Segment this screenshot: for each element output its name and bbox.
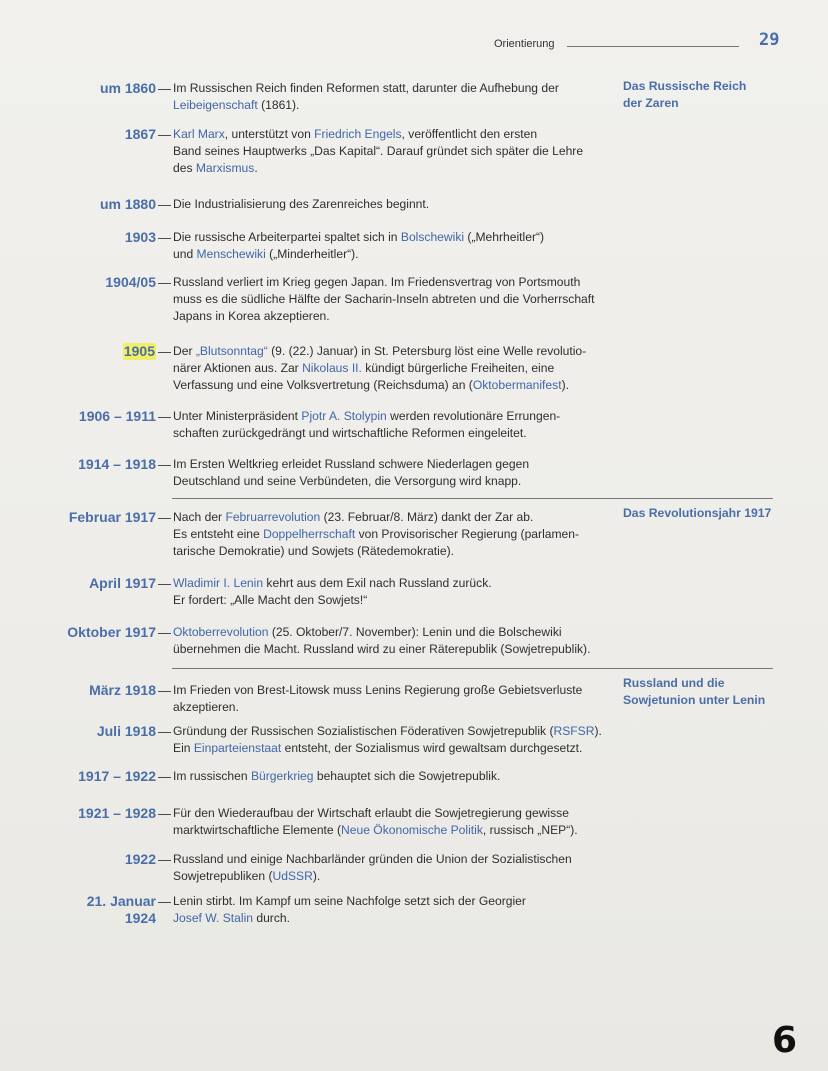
text-segment: Die russische Arbeiterpartei spaltet sich in	[173, 230, 401, 244]
entry-year-text: 1904/05	[105, 274, 156, 290]
entry-text	[173, 851, 618, 885]
entry-text-line	[173, 893, 618, 910]
text-segment: (23. Februar/8. März) dankt der Zar ab.	[320, 510, 534, 524]
entry-text-line	[173, 868, 618, 885]
entry-text	[173, 80, 618, 114]
entry-dash: —	[158, 724, 171, 739]
text-segment: Im Ersten Weltkrieg erleidet Russland schwere Niederlagen gegen	[173, 457, 530, 471]
entry-dash: —	[158, 510, 171, 525]
highlighted-term: Oktoberrevolution	[173, 625, 269, 639]
entry-text	[173, 723, 618, 757]
text-segment: Ein	[173, 741, 194, 755]
sidebar-line: Das Russische Reich	[623, 79, 747, 93]
text-segment: ).	[561, 378, 569, 392]
entry-year-text: 1905	[123, 343, 155, 359]
text-segment: Russland und einige Nachbarländer gründen die Union der Sozialistischen	[173, 852, 572, 866]
highlighted-term: Februarrevolution	[225, 510, 321, 524]
highlighted-term: Neue Ökonomische Politik	[341, 823, 483, 837]
text-segment: Japans in Korea akzeptieren.	[173, 309, 330, 323]
entry-text-line	[173, 360, 618, 377]
entry-year	[69, 509, 156, 526]
entry-text-line	[173, 641, 618, 658]
text-segment: Band seines Hauptwerks „Das Kapital“. Darauf gründet sich später die Lehre	[173, 144, 584, 158]
entry-text-line	[173, 377, 618, 394]
sidebar-line: Sowjetunion unter Lenin	[623, 693, 766, 707]
text-segment: („Mehrheitler“)	[464, 230, 545, 244]
page-header	[0, 30, 828, 56]
highlighted-term: Doppelherrschaft	[263, 527, 356, 541]
entry-text-line	[173, 97, 618, 114]
entry-text-line	[173, 473, 618, 490]
entry-text-line	[173, 425, 618, 442]
entry-dash: —	[158, 81, 171, 96]
text-segment: Sowjetrepubliken (	[173, 869, 273, 883]
entry-text	[173, 274, 618, 325]
entry-text	[173, 805, 618, 839]
text-segment: Lenin stirbt. Im Kampf um seine Nachfolge setzt sich der Georgier	[173, 894, 526, 908]
entry-dash: —	[158, 769, 171, 784]
text-segment: Gründung der Russischen Sozialistischen Föderativen Sowjetrepublik (	[173, 724, 554, 738]
entry-text-line	[173, 768, 618, 785]
entry-text	[173, 343, 618, 394]
entry-text	[173, 229, 618, 263]
entry-text-line	[173, 160, 618, 177]
entry-year	[78, 456, 156, 473]
entry-year-text: April 1917	[89, 575, 156, 591]
entry-text-line	[173, 196, 618, 213]
entry-year	[89, 575, 156, 592]
entry-text-line	[173, 456, 618, 473]
text-segment: (25. Oktober/7. November): Lenin und die Bolschewiki	[268, 625, 562, 639]
text-segment: Im russischen	[173, 769, 251, 783]
entry-text-line	[173, 851, 618, 868]
entry-year	[105, 274, 156, 291]
entry-year	[125, 229, 156, 246]
highlighted-term: Einparteienstaat	[193, 741, 282, 755]
entry-dash: —	[158, 625, 171, 640]
entry-text-line	[173, 910, 618, 927]
sidebar-line: Das Revolutionsjahr 1917	[623, 506, 772, 520]
sidebar-line: der Zaren	[623, 96, 679, 110]
highlighted-term: RSFSR	[553, 724, 595, 738]
text-segment: Im Frieden von Brest-Litowsk muss Lenins Regierung große Gebietsverluste	[173, 683, 583, 697]
entry-year-text: um 1860	[99, 80, 156, 96]
text-segment: Im Russischen Reich finden Reformen statt, darunter die Aufhebung der	[173, 81, 559, 95]
highlighted-term: Oktobermanifest	[472, 378, 562, 392]
highlighted-term: Nikolaus II.	[302, 361, 362, 375]
entry-text	[173, 196, 618, 213]
entry-text-line	[173, 740, 618, 757]
sidebar-line: Russland und die	[623, 676, 725, 690]
entry-year-text: März 1918	[89, 682, 156, 698]
entry-year	[87, 893, 156, 927]
entry-text-line	[173, 80, 618, 97]
entry-text-line	[173, 509, 618, 526]
entry-year-text: Februar 1917	[68, 509, 156, 525]
entry-text-line	[173, 308, 618, 325]
entry-year-text: Oktober 1917	[67, 624, 156, 640]
entry-dash: —	[158, 344, 171, 359]
entry-dash: —	[158, 576, 171, 591]
entry-text-line	[173, 592, 618, 609]
entry-text-line	[173, 126, 618, 143]
text-segment: ).	[594, 724, 602, 738]
highlighted-term: Bolschewiki	[400, 230, 465, 244]
entry-year	[125, 851, 156, 868]
entry-year	[79, 408, 156, 425]
entry-text	[173, 575, 618, 609]
entry-text-line	[173, 575, 618, 592]
text-segment: Die Industrialisierung des Zarenreiches beginnt.	[173, 197, 430, 211]
entry-dash: —	[158, 806, 171, 821]
text-segment: Verfassung und eine Volksvertretung (Reichsduma) an (	[173, 378, 473, 392]
highlighted-term: Pjotr A. Stolypin	[301, 409, 387, 423]
entry-year-text: 1921 – 1928	[78, 805, 156, 821]
entry-year-text: um 1880	[99, 196, 156, 212]
entry-year-text: 1922	[124, 851, 156, 867]
highlighted-term: Menschewiki	[196, 247, 266, 261]
text-segment: des	[173, 161, 196, 175]
text-segment: muss es die südliche Hälfte der Sacharin-Inseln abtreten und die Vorherrschaft	[173, 292, 595, 306]
entry-text-line	[173, 699, 618, 716]
entry-text-line	[173, 526, 618, 543]
entry-dash: —	[158, 275, 171, 290]
sidebar-heading-zarenreich	[623, 78, 783, 112]
text-segment: , russisch „NEP“).	[482, 823, 578, 837]
text-segment: Es entsteht eine	[173, 527, 264, 541]
text-segment: Der	[173, 344, 196, 358]
text-segment: (9. (22.) Januar) in St. Petersburg löst eine Welle revolutio-	[267, 344, 587, 358]
highlighted-term: Josef W. Stalin	[173, 911, 253, 925]
entry-text	[173, 456, 618, 490]
entry-year	[67, 624, 156, 641]
entry-text-line	[173, 343, 618, 360]
entry-text-line	[173, 408, 618, 425]
entry-year-text: 21. Januar	[86, 893, 156, 909]
text-segment: („Minderheitler“).	[265, 247, 359, 261]
entry-text-line	[173, 682, 618, 699]
entry-text-line	[173, 143, 618, 160]
highlighted-term: Marxismus	[195, 161, 255, 175]
entry-dash: —	[158, 127, 171, 142]
entry-text-line	[173, 246, 618, 263]
highlighted-term: Bürgerkrieg	[250, 769, 314, 783]
text-segment: närer Aktionen aus. Zar	[173, 361, 303, 375]
section-divider	[172, 498, 773, 499]
entry-text	[173, 682, 618, 716]
entry-text	[173, 768, 618, 785]
entry-dash: —	[158, 894, 171, 909]
highlighted-term: Friedrich Engels	[314, 127, 402, 141]
highlighted-term: Karl Marx	[173, 127, 225, 141]
text-segment: behauptet sich die Sowjetrepublik.	[313, 769, 501, 783]
entry-year-text: 1924	[124, 910, 156, 926]
text-segment: werden revolutionäre Errungen-	[386, 409, 561, 423]
entry-text	[173, 408, 618, 442]
entry-year-text: 1903	[124, 229, 156, 245]
entry-year-text: 1906 – 1911	[78, 408, 156, 424]
highlighted-term: UdSSR	[272, 869, 313, 883]
entry-text	[173, 509, 618, 560]
entry-dash: —	[158, 197, 171, 212]
entry-text-line	[173, 543, 618, 560]
text-segment: übernehmen die Macht. Russland wird zu einer Räterepublik (Sowjetrepublik).	[173, 642, 591, 656]
text-segment: von Provisorischer Regierung (parlamen-	[355, 527, 580, 541]
text-segment: Unter Ministerpräsident	[173, 409, 302, 423]
section-label: Orientierung	[494, 38, 555, 50]
handwritten-number: 6	[772, 1020, 798, 1061]
entry-year	[78, 768, 156, 785]
entry-dash: —	[158, 409, 171, 424]
text-segment: ).	[312, 869, 321, 883]
entry-year-text: 1917 – 1922	[78, 768, 156, 784]
text-segment: tarische Demokratie) und Sowjets (Rätedemokratie).	[173, 544, 454, 558]
text-segment: marktwirtschaftliche Elemente (	[173, 823, 342, 837]
sidebar-heading-revolutionsjahr	[623, 505, 783, 522]
entry-text	[173, 624, 618, 658]
header-rule	[567, 46, 739, 47]
text-segment: und	[173, 247, 197, 261]
text-segment: akzeptieren.	[173, 700, 239, 714]
entry-year-text: 1914 – 1918	[78, 456, 156, 472]
page-number: 29	[759, 30, 780, 50]
text-segment: (1861).	[257, 98, 300, 112]
highlighted-term: „Blutsonntag“	[195, 344, 268, 358]
entry-text-line	[173, 291, 618, 308]
text-segment: Russland verliert im Krieg gegen Japan. Im Friedensvertrag von Portsmouth	[173, 275, 581, 289]
text-segment: kehrt aus dem Exil nach Russland zurück.	[263, 576, 492, 590]
entry-year	[78, 805, 156, 822]
entry-year	[123, 343, 156, 360]
text-segment: , veröffentlicht den ersten	[401, 127, 538, 141]
entry-text-line	[173, 723, 618, 740]
entry-year	[100, 196, 156, 213]
entry-text-line	[173, 229, 618, 246]
text-segment: Für den Wiederaufbau der Wirtschaft erlaubt die Sowjetregierung gewisse	[173, 806, 569, 820]
entry-text-line	[173, 274, 618, 291]
section-divider	[172, 668, 773, 669]
entry-text-line	[173, 822, 618, 839]
sidebar-heading-sowjetunion	[623, 675, 783, 709]
entry-dash: —	[158, 852, 171, 867]
entry-year-text: Juli 1918	[96, 723, 156, 739]
highlighted-term: Leibeigenschaft	[173, 98, 258, 112]
entry-dash: —	[158, 457, 171, 472]
entry-text-line	[173, 624, 618, 641]
text-segment: Nach der	[173, 510, 226, 524]
entry-year	[89, 682, 156, 699]
text-segment: , unterstützt von	[224, 127, 315, 141]
text-segment: kündigt bürgerliche Freiheiten, eine	[361, 361, 555, 375]
entry-dash: —	[158, 230, 171, 245]
entry-text-line	[173, 805, 618, 822]
entry-text	[173, 893, 618, 927]
entry-dash: —	[158, 683, 171, 698]
entry-year	[97, 723, 156, 740]
entry-year	[125, 126, 156, 143]
text-segment: durch.	[253, 911, 290, 925]
entry-text	[173, 126, 618, 177]
text-segment: entsteht, der Sozialismus wird gewaltsam durchgesetzt.	[281, 741, 583, 755]
text-segment: Deutschland und seine Verbündeten, die Versorgung wird knapp.	[173, 474, 522, 488]
entry-year-text: 1867	[124, 126, 156, 142]
text-segment: schaften zurückgedrängt und wirtschaftliche Reformen eingeleitet.	[173, 426, 527, 440]
highlighted-term: Wladimir I. Lenin	[173, 576, 264, 590]
entry-year	[100, 80, 156, 97]
text-segment: Er fordert: „Alle Macht den Sowjets!“	[173, 593, 368, 607]
text-segment: .	[254, 161, 258, 175]
